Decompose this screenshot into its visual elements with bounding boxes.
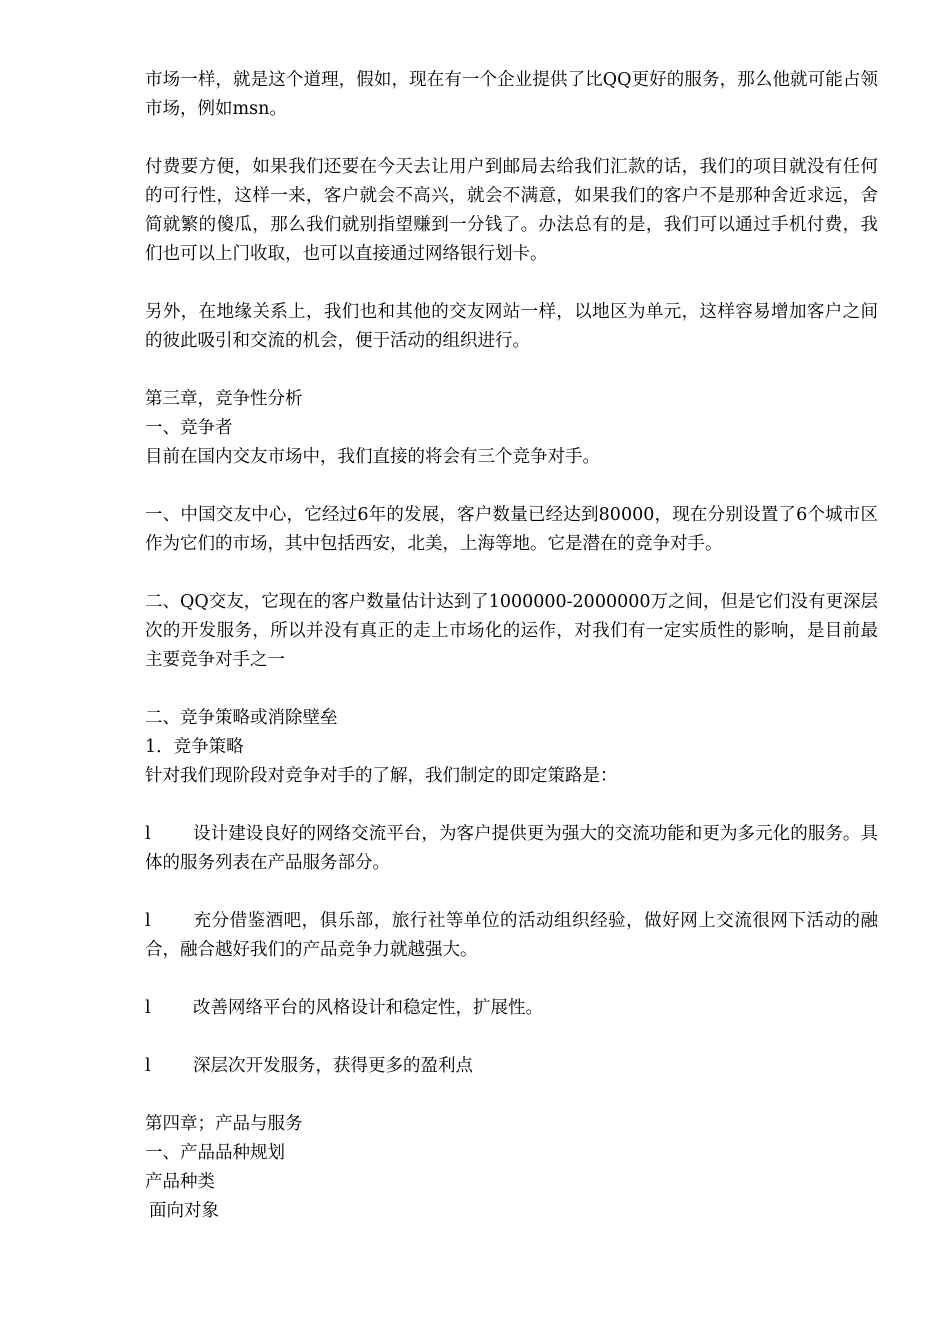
- paragraph-region: 另外，在地缘关系上，我们也和其他的交友网站一样，以地区为单元，这样容易增加客户之间的彼此吸引和交流的机会，便于活动的组织进行。: [145, 302, 878, 351]
- spacer: [145, 791, 878, 820]
- bullet-marker: l: [145, 1056, 151, 1076]
- bullet-marker: l: [145, 824, 151, 844]
- paragraph-competitor-1: 一、中国交友中心，它经过6年的发展，客户数量已经达到80000，现在分别设置了6个城市区作为它们的市场，其中包括西安，北美，上海等地。它是潜在的竞争对手。: [145, 505, 878, 554]
- section-competitors-intro: 目前在国内交友市场中，我们直接的将会有三个竞争对手。: [145, 447, 600, 467]
- product-type-label: 产品种类: [145, 1172, 215, 1192]
- strategy-bullet: [145, 994, 878, 1023]
- bullet-text: 改善网络平台的风格设计和稳定性，扩展性。: [193, 998, 543, 1018]
- chapter-4-title: 第四章；产品与服务: [145, 1114, 303, 1134]
- document-page: [145, 66, 878, 1226]
- paragraph-competitor-2: 二、QQ交友，它现在的客户数量估计达到了1000000-2000000万之间，但是它们没有更深层次的开发服务，所以并没有真正的走上市场化的运作，对我们有一定实质性的影响，是目前最主要竞争对手之一: [145, 592, 878, 670]
- section-product-planning-title: 一、产品品种规划: [145, 1143, 285, 1163]
- bullet-text: 充分借鉴酒吧，俱乐部，旅行社等单位的活动组织经验，做好网上交流很网下活动的融合，融合越好我们的产品竞争力就越强大。: [145, 911, 878, 960]
- bullet-marker: l: [145, 998, 151, 1018]
- section-competitors-title: 一、竞争者: [145, 418, 233, 438]
- strategy-intro: 针对我们现阶段对竞争对手的了解，我们制定的即定策路是：: [145, 766, 618, 786]
- bullet-text: 深层次开发服务，获得更多的盈利点: [193, 1056, 473, 1076]
- section-strategy-title: 二、竞争策略或消除壁垒: [145, 708, 338, 728]
- target-audience-label: 面向对象: [149, 1201, 219, 1221]
- paragraph-market: 市场一样，就是这个道理，假如，现在有一个企业提供了比QQ更好的服务，那么他就可能占领市场，例如msn。: [145, 70, 878, 119]
- chapter-3-title: 第三章，竞争性分析: [145, 389, 303, 409]
- subsection-strategy-title: 1．竞争策略: [145, 737, 244, 757]
- bullet-text: 设计建设良好的网络交流平台，为客户提供更为强大的交流功能和更为多元化的服务。具体的服务列表在产品服务部分。: [145, 824, 878, 873]
- strategy-bullet: [145, 907, 878, 965]
- spacer: [145, 472, 878, 501]
- paragraph-payment: 付费要方便，如果我们还要在今天去让用户到邮局去给我们汇款的话，我们的项目就没有任何的可行性，这样一来，客户就会不高兴，就会不满意，如果我们的客户不是那种舍近求远，舍简就繁的傻瓜，那么我们就别指望赚到一分钱了。办法总有的是，我们可以通过手机付费，我们也可以上门收取，也可以直接通过网络银行划卡。: [145, 157, 878, 264]
- strategy-bullet: [145, 820, 878, 878]
- bullet-marker: l: [145, 911, 151, 931]
- strategy-bullet: [145, 1052, 878, 1081]
